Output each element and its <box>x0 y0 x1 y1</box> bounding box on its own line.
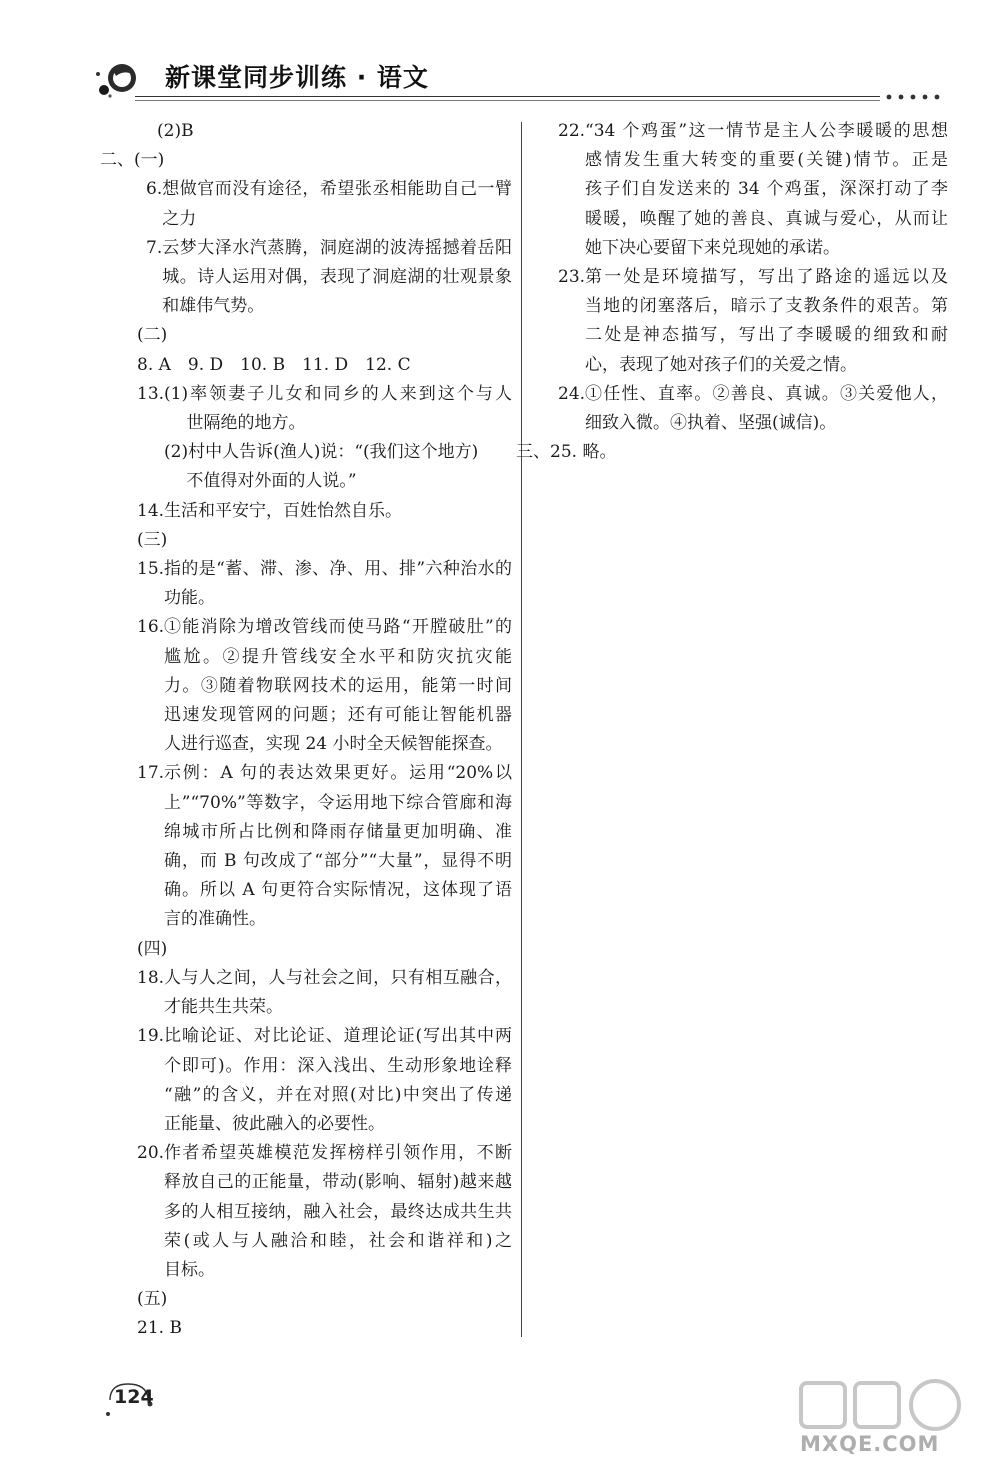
answer-item <box>558 263 948 380</box>
answer-line: 暖暖，唤醒了她的善良、真诚与爱心，从而让 <box>585 208 948 229</box>
answer-line: 人进行巡查，实现 24 小时全天候智能探查。 <box>164 734 503 755</box>
answer-number: 6. <box>146 179 163 200</box>
answer-line: 人与人之间，人与社会之间，只有相互融合， <box>164 967 512 988</box>
answer-line: 目标。 <box>164 1259 216 1280</box>
answer-line: 细致入微。④执着、坚强(诚信)。 <box>585 413 837 434</box>
answer-item <box>558 380 948 438</box>
answer-line: 21. B <box>137 1318 182 1339</box>
answer-item <box>137 613 512 759</box>
page-number: 124 <box>114 1386 154 1408</box>
answer-item <box>137 321 512 350</box>
answer-line: ①任性、直率。②善良、真诚。③关爱他人， <box>585 383 948 404</box>
answer-number: 24. <box>558 383 586 404</box>
answer-line: 指的是“蓄、滞、渗、净、用、排”六种治水的 <box>164 559 512 580</box>
answer-number: 14. <box>137 500 165 521</box>
answer-line: 世隔绝的地方。 <box>164 413 306 434</box>
answer-item <box>146 234 512 322</box>
answer-line: 和雄伟气势。 <box>162 296 265 317</box>
answer-number: 7. <box>146 237 163 258</box>
book-series-logo <box>88 60 148 100</box>
answer-number: 17. <box>137 763 165 784</box>
answer-item <box>100 146 512 175</box>
column-divider <box>521 122 522 1337</box>
answer-column-left <box>100 117 512 1344</box>
answer-line: 力。③随着物联网技术的运用，能第一时间 <box>164 675 512 696</box>
answer-line: 确。所以 A 句更符合实际情况，这体现了语 <box>164 880 512 901</box>
page-header-title: 新课堂同步训练 · 语文 <box>165 63 429 92</box>
answer-line: 迅速发现管网的问题；还有可能让智能机器 <box>164 705 512 726</box>
answer-line: 绵城市所占比例和降雨存储量更加明确、准 <box>164 821 512 842</box>
answer-line: (五) <box>137 1289 168 1310</box>
answer-line: (二) <box>137 325 168 346</box>
answer-line: 多的人相互接纳，融入社会，最终达成共生共 <box>164 1201 512 1222</box>
answer-line: 释放自己的正能量，带动(影响、辐射)越来越 <box>164 1172 512 1193</box>
answer-number: 16. <box>137 617 165 638</box>
answer-line: 确，而 B 句改成了“部分”“大量”，显得不明 <box>164 851 512 872</box>
answer-item <box>137 1285 512 1314</box>
answer-line: “融”的含义，并在对照(对比)中突出了传递 <box>164 1084 512 1105</box>
answer-line: 心，表现了她对孩子们的关爱之情。 <box>585 354 858 375</box>
answer-line: 个即可)。作用：深入浅出、生动形象地诠释 <box>164 1055 512 1076</box>
answer-item <box>137 935 512 964</box>
answer-item <box>516 438 948 467</box>
answer-item <box>137 555 512 613</box>
answer-number: 20. <box>137 1143 165 1164</box>
answer-line: 她下决心要留下来兑现她的承诺。 <box>585 237 841 258</box>
answer-line: 比喻论证、对比论证、道理论证(写出其中两 <box>164 1026 512 1047</box>
answer-item <box>146 175 512 233</box>
answer-line: 云梦大泽水汽蒸腾，洞庭湖的波涛摇撼着岳阳 <box>162 237 512 258</box>
answer-line: 二、(一) <box>100 150 165 171</box>
header-rule <box>135 96 880 97</box>
answer-line: 作者希望英雄模范发挥榜样引领作用，不断 <box>164 1143 512 1164</box>
answer-line: (三) <box>137 529 168 550</box>
answer-item <box>137 526 512 555</box>
answer-item <box>137 351 512 380</box>
answer-number: 13. <box>137 383 165 404</box>
answer-item <box>558 117 948 263</box>
answer-line: 之力 <box>162 208 197 229</box>
answer-line: 上”“70%”等数字，令运用地下综合管廊和海 <box>164 792 512 813</box>
answer-number: 22. <box>558 121 586 141</box>
answer-line: 示例：A 句的表达效果更好。运用“20%以 <box>164 763 512 784</box>
answer-item <box>137 1314 512 1343</box>
answer-line: (1)率领妻子儿女和同乡的人来到这个与人 <box>164 383 512 404</box>
watermark-text: MXQE.COM <box>800 1432 940 1456</box>
answer-line: (四) <box>137 938 168 959</box>
answer-item <box>137 1022 512 1139</box>
answer-line: 尴尬。②提升管线安全水平和防灾抗灾能 <box>164 646 512 667</box>
answer-line: 言的准确性。 <box>164 909 267 930</box>
answer-line: 感情发生重大转变的重要(关键)情节。正是 <box>585 150 948 171</box>
answer-line: 才能共生共荣。 <box>164 997 284 1018</box>
answer-line: 8. A 9. D 10. B 11. D 12. C <box>137 354 411 375</box>
answer-line: 三、25. 略。 <box>516 442 617 463</box>
answer-line: 荣(或人与人融洽和睦，社会和谐祥和)之 <box>164 1230 512 1251</box>
answer-line: 孩子们自发送来的 34 个鸡蛋，深深打动了李 <box>585 179 948 200</box>
answer-item <box>137 964 512 1022</box>
answer-number: 15. <box>137 559 165 580</box>
answer-line: 当地的闭塞落后，暗示了支教条件的艰苦。第 <box>585 296 948 317</box>
answer-line: 功能。 <box>164 588 216 609</box>
header-dots-ornament <box>885 92 945 102</box>
answer-line: 想做官而没有途径，希望张丞相能助自己一臂 <box>162 179 512 200</box>
answer-item <box>137 1139 512 1285</box>
answer-item <box>137 380 512 438</box>
answer-line: 城。诗人运用对偶，表现了洞庭湖的壮观景象 <box>162 267 512 288</box>
answer-item <box>137 759 512 934</box>
answer-item <box>164 438 512 496</box>
answer-line: 二处是神态描写，写出了李暖暖的细致和耐 <box>585 325 948 346</box>
answer-column-right <box>516 117 948 467</box>
answer-item <box>157 117 512 146</box>
answer-number: 18. <box>137 967 165 988</box>
answer-number: 19. <box>137 1026 165 1047</box>
answer-item <box>137 497 512 526</box>
answer-line: (2)村中人告诉(渔人)说：“(我们这个地方) <box>164 442 479 463</box>
header-rule-secondary <box>135 100 880 101</box>
answer-line: 第一处是环境描写，写出了路途的遥远以及 <box>585 267 948 288</box>
answer-line: 正能量、彼此融入的必要性。 <box>164 1113 386 1134</box>
answer-line: 生活和平安宁，百姓怡然自乐。 <box>164 500 403 521</box>
answer-number: 23. <box>558 267 586 288</box>
answer-line: 不值得对外面的人说。” <box>164 471 357 492</box>
answer-line: “34 个鸡蛋”这一情节是主人公李暖暖的思想 <box>585 121 948 141</box>
answer-line: ①能消除为增改管线而使马路“开膛破肚”的 <box>164 617 512 638</box>
answer-line: (2)B <box>157 121 194 141</box>
